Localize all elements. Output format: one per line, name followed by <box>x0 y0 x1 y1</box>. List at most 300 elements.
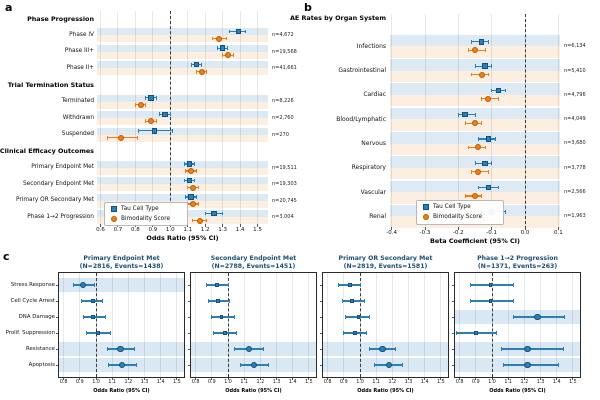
n-label: n=270 <box>272 131 289 138</box>
or-ci-cap <box>73 283 74 287</box>
n-label: n=4,672 <box>272 32 294 39</box>
or-marker <box>353 331 357 335</box>
gridline <box>128 273 129 377</box>
row-tick-mark <box>188 301 191 302</box>
gridline <box>425 14 426 227</box>
axis-title: Odds Ratio (95% CI) <box>146 234 219 242</box>
subplot-subtitle: (N=2788, Events=1451) <box>211 263 296 270</box>
bimod-ci-cap <box>468 48 469 52</box>
tau-ci-cap <box>185 195 186 199</box>
row-band-bimod <box>97 102 268 109</box>
axis-title: Beta Coefficient (95% CI) <box>430 236 520 245</box>
tick-label: 1.1 <box>372 380 380 385</box>
tick-label: 0.8 <box>59 380 68 385</box>
bimod-ci-cap <box>206 70 207 74</box>
tau-ci-cap <box>217 46 218 50</box>
row-label: Primary Endpoint Met <box>31 164 94 171</box>
row-band-tau <box>390 181 560 193</box>
tau-ci-cap <box>194 179 195 183</box>
tau-marker <box>211 211 217 217</box>
gridline <box>540 273 541 377</box>
bimod-ci-cap <box>185 169 186 173</box>
tau-marker <box>486 185 492 191</box>
tau-ci-cap <box>498 186 499 190</box>
row-tick-mark <box>56 317 59 318</box>
or-ci-cap <box>268 363 269 367</box>
subplot-subtitle: (N=2816, Events=1438) <box>79 263 164 270</box>
gridline <box>117 11 118 224</box>
section-header: Trial Termination Status <box>7 80 94 89</box>
tick-label: 1.0 <box>165 227 175 233</box>
or-ci-cap <box>563 347 564 351</box>
n-label: n=2,566 <box>564 189 586 195</box>
bimod-ci-cap <box>233 53 234 57</box>
panel-b-title: AE Rates by Organ System <box>289 14 386 22</box>
tick-label: 0.7 <box>113 227 123 233</box>
row-tick-mark <box>452 349 455 350</box>
row-band-tau <box>97 177 268 184</box>
row-band-tau <box>390 83 560 95</box>
or-ci-cap <box>338 283 339 287</box>
panel-c-letter: c <box>3 250 10 263</box>
tick-label: 1.2 <box>256 380 265 385</box>
tick-label: 0.8 <box>191 380 200 385</box>
row-label: Nervous <box>361 140 386 147</box>
row-band-tau <box>97 128 268 135</box>
subplot-title: Secondary Endpoint Met <box>210 255 297 262</box>
gridline <box>475 273 476 377</box>
tick-label: 1.5 <box>173 380 181 385</box>
reference-line <box>228 273 229 377</box>
tick-label: 1.5 <box>569 380 577 385</box>
panel-a-letter: a <box>5 1 13 14</box>
or-ci-cap <box>229 299 230 303</box>
bimod-ci-cap <box>471 170 472 174</box>
tau-ci-cap <box>227 46 228 50</box>
or-ci-cap <box>136 363 137 367</box>
bimod-ci-cap <box>481 97 482 101</box>
row-tick-mark <box>188 349 191 350</box>
n-label: n=3,778 <box>564 164 586 171</box>
tick-label: 1.3 <box>272 380 281 385</box>
bimod-marker <box>479 72 485 78</box>
or-marker <box>223 331 227 335</box>
bimod-ci-cap <box>196 169 197 173</box>
or-ci-cap <box>564 315 565 319</box>
row-label: Phase 1→2 Progression <box>27 213 94 220</box>
row-label: Cell Cycle Arrest <box>10 298 55 304</box>
or-marker <box>350 299 354 303</box>
gridline <box>391 14 392 227</box>
n-label: n=3,680 <box>564 140 586 147</box>
gridline <box>112 273 113 377</box>
bimod-ci-cap <box>465 121 466 125</box>
tau-ci-cap <box>191 63 192 67</box>
or-ci-cap <box>228 283 229 287</box>
or-ci-line <box>502 348 563 349</box>
row-label: Phase III+ <box>64 48 94 55</box>
tau-ci-cap <box>145 96 146 100</box>
row-band-tau <box>390 132 560 144</box>
row-tick-mark <box>452 285 455 286</box>
bimod-ci-cap <box>468 146 469 150</box>
gridline <box>79 273 80 377</box>
bimod-ci-cap <box>145 103 146 107</box>
n-label: n=5,410 <box>564 67 586 74</box>
tau-ci-cap <box>194 162 195 166</box>
bimod-ci-cap <box>187 186 188 190</box>
bimod-ci-cap <box>212 37 213 41</box>
tau-ci-cap <box>478 137 479 141</box>
or-ci-cap <box>513 283 514 287</box>
bimod-marker <box>199 69 205 75</box>
bimod-ci-cap <box>135 103 136 107</box>
or-ci-cap <box>395 347 396 351</box>
gridline <box>408 273 409 377</box>
bimod-marker <box>225 52 231 58</box>
legend-tau-marker <box>423 204 429 210</box>
or-ci-cap <box>263 347 264 351</box>
tau-ci-cap <box>196 195 197 199</box>
tau-marker <box>486 136 492 142</box>
tau-ci-cap <box>491 161 492 165</box>
n-label: n=20,745 <box>272 197 297 204</box>
n-label: n=8,226 <box>272 98 294 105</box>
tau-ci-cap <box>491 89 492 93</box>
tau-ci-cap <box>491 64 492 68</box>
row-tick-mark <box>56 333 59 334</box>
bimod-ci-cap <box>488 170 489 174</box>
legend-tau-label: Tau Cell Type <box>121 205 159 212</box>
subplot-subtitle: (N=2819, Events=1581) <box>343 263 428 270</box>
tau-ci-cap <box>505 89 506 93</box>
row-label: Stress Response <box>10 282 55 288</box>
bimod-ci-cap <box>481 194 482 198</box>
row-tick-mark <box>320 365 323 366</box>
row-label: Respiratory <box>351 164 386 172</box>
reference-line <box>360 273 361 377</box>
reference-line <box>96 273 97 377</box>
or-ci-cap <box>110 331 111 335</box>
row-tick-mark <box>188 365 191 366</box>
tick-label: 1.1 <box>240 380 248 385</box>
or-ci-cap <box>366 331 367 335</box>
or-ci-cap <box>470 299 471 303</box>
tick-label: 1.0 <box>92 380 100 385</box>
or-marker <box>474 331 478 335</box>
row-label: DNA Damage <box>18 314 55 320</box>
bimod-ci-cap <box>226 37 227 41</box>
tick-label: 1.3 <box>404 380 413 385</box>
gridline <box>211 273 212 377</box>
axis-title: Odds Ratio (95% CI) <box>93 387 150 394</box>
or-ci-cap <box>83 315 84 319</box>
tau-ci-cap <box>458 113 459 117</box>
tick-label: 0.9 <box>148 227 158 233</box>
row-label: Prolif. Suppression <box>5 330 55 336</box>
row-tick-mark <box>452 365 455 366</box>
axis-title: Odds Ratio (95% CI) <box>357 387 414 394</box>
n-label: n=19,511 <box>272 164 297 171</box>
tick-label: 1.1 <box>183 227 193 233</box>
or-ci-cap <box>343 331 344 335</box>
tau-ci-cap <box>156 96 157 100</box>
tick-label: 1.4 <box>552 380 561 385</box>
row-label: Vascular <box>360 188 386 196</box>
tick-label: 0.9 <box>340 380 348 385</box>
or-ci-cap <box>234 347 235 351</box>
subplot-title: Primary OR Secondary Met <box>338 255 433 262</box>
row-tick-mark <box>320 317 323 318</box>
bimod-ci-cap <box>498 97 499 101</box>
gridline <box>572 273 573 377</box>
or-ci-cap <box>208 299 209 303</box>
row-tick-mark <box>320 301 323 302</box>
legend-bimod-label: Bimodality Score <box>433 213 483 220</box>
or-ci-cap <box>213 331 214 335</box>
row-label: Apoptosis <box>28 362 55 368</box>
tick-label: 1.4 <box>288 380 297 385</box>
reference-line <box>525 14 526 229</box>
gridline <box>440 273 441 377</box>
or-ci-cap <box>558 363 559 367</box>
row-label: Withdrawn <box>62 114 94 121</box>
n-label: n=19,303 <box>272 181 297 188</box>
tick-label: 1.3 <box>140 380 149 385</box>
tau-ci-cap <box>229 30 230 34</box>
or-marker-sig <box>534 314 541 321</box>
row-label: Cardiac <box>363 91 386 99</box>
bimod-ci-cap <box>192 219 193 223</box>
tick-label: 1.2 <box>520 380 529 385</box>
n-label: n=4,796 <box>564 91 586 98</box>
or-ci-cap <box>501 347 502 351</box>
tick-label: 1.5 <box>253 227 262 233</box>
gridline <box>195 273 196 377</box>
row-label: Secondary Endpoint Met <box>22 180 94 187</box>
bimod-ci-cap <box>206 219 207 223</box>
or-marker-sig <box>524 362 531 369</box>
row-label: Primary OR Secondary Met <box>15 197 94 204</box>
tick-label: 0.9 <box>76 380 84 385</box>
bimod-ci-cap <box>156 119 157 123</box>
tau-marker <box>236 29 242 35</box>
legend-bimod-marker <box>111 216 117 222</box>
tick-label: 0.1 <box>553 229 563 236</box>
tau-marker <box>162 112 168 118</box>
or-ci-cap <box>240 363 241 367</box>
tau-ci-cap <box>478 186 479 190</box>
or-marker <box>215 283 219 287</box>
tau-ci-cap <box>184 179 185 183</box>
row-label: Gastrointestinal <box>338 67 386 75</box>
bimod-ci-cap <box>488 73 489 77</box>
tau-marker <box>482 161 488 167</box>
tau-ci-cap <box>245 30 246 34</box>
or-ci-cap <box>369 347 370 351</box>
tick-label: 1.3 <box>536 380 545 385</box>
or-ci-cap <box>81 299 82 303</box>
gridline <box>144 273 145 377</box>
row-tick-mark <box>56 365 59 366</box>
gridline <box>244 273 245 377</box>
row-label: Resistance <box>25 346 55 352</box>
or-ci-cap <box>108 363 109 367</box>
or-ci-cap <box>513 315 514 319</box>
bimod-ci-cap <box>222 53 223 57</box>
or-ci-cap <box>496 331 497 335</box>
gridline <box>63 273 64 377</box>
gridline <box>308 273 309 377</box>
tick-label: -0.1 <box>486 229 498 236</box>
tick-label: 1.1 <box>504 380 512 385</box>
tau-marker <box>482 63 488 69</box>
legend-tau-label: Tau Cell Type <box>433 203 471 210</box>
bimod-marker <box>216 36 222 42</box>
or-ci-cap <box>364 299 365 303</box>
or-ci-cap <box>345 315 346 319</box>
gridline <box>176 273 177 377</box>
gridline <box>292 273 293 377</box>
or-marker <box>348 283 352 287</box>
row-tick-mark <box>320 285 323 286</box>
or-ci-cap <box>503 363 504 367</box>
bimod-ci-cap <box>471 73 472 77</box>
gridline <box>491 14 492 227</box>
or-ci-cap <box>234 315 235 319</box>
or-ci-cap <box>86 331 87 335</box>
gridline <box>222 11 223 224</box>
or-ci-cap <box>374 363 375 367</box>
tick-label: 1.2 <box>124 380 133 385</box>
row-tick-mark <box>56 285 59 286</box>
or-ci-cap <box>456 331 457 335</box>
bimod-marker <box>138 102 144 108</box>
or-ci-cap <box>211 315 212 319</box>
bimod-ci-cap <box>198 186 199 190</box>
bimod-ci-cap <box>465 194 466 198</box>
tick-label: 1.1 <box>108 380 116 385</box>
or-ci-cap <box>360 283 361 287</box>
or-ci-cap <box>369 315 370 319</box>
tau-marker <box>496 88 502 94</box>
tick-label: 0.8 <box>455 380 464 385</box>
tick-label: 1.4 <box>420 380 429 385</box>
gridline <box>376 273 377 377</box>
row-label: Blood/Lymphatic <box>336 115 386 123</box>
n-label: n=4,049 <box>564 116 586 123</box>
tick-label: -0.3 <box>419 229 431 236</box>
section-header: Clinical Efficacy Outcomes <box>0 146 94 155</box>
reference-line <box>170 11 171 226</box>
tau-ci-cap <box>475 64 476 68</box>
bimod-ci-cap <box>196 70 197 74</box>
bimod-ci-cap <box>481 121 482 125</box>
tick-label: 1.2 <box>200 227 210 233</box>
section-header: Phase Progression <box>27 14 94 23</box>
legend-tau-marker <box>111 206 117 212</box>
or-ci-cap <box>342 299 343 303</box>
or-ci-cap <box>206 283 207 287</box>
tau-marker <box>152 128 158 134</box>
row-tick-mark <box>56 349 59 350</box>
bimod-marker <box>197 218 203 224</box>
tick-label: 1.3 <box>218 227 227 233</box>
gridline <box>424 273 425 377</box>
tau-ci-cap <box>201 63 202 67</box>
row-tick-mark <box>188 317 191 318</box>
tau-marker <box>194 62 200 68</box>
gridline <box>205 11 206 224</box>
row-tick-mark <box>452 333 455 334</box>
gridline <box>260 273 261 377</box>
tau-ci-cap <box>205 212 206 216</box>
tau-ci-cap <box>184 162 185 166</box>
row-label: Suspended <box>61 131 94 138</box>
tau-marker <box>187 178 193 184</box>
or-marker-sig <box>117 346 124 353</box>
legend-bimod-marker <box>423 214 429 220</box>
tick-label: 1.5 <box>437 380 445 385</box>
or-marker <box>220 315 224 319</box>
tick-label: 0.8 <box>131 227 140 233</box>
tick-label: 1.2 <box>388 380 397 385</box>
or-ci-cap <box>402 363 403 367</box>
bimod-ci-cap <box>485 146 486 150</box>
tick-label: -0.4 <box>386 229 398 236</box>
tau-ci-cap <box>475 113 476 117</box>
tau-ci-cap <box>222 212 223 216</box>
tau-marker <box>479 39 485 45</box>
tick-label: 0.0 <box>520 229 530 236</box>
tau-ci-cap <box>159 112 160 116</box>
n-label: n=6,134 <box>564 43 586 50</box>
row-tick-mark <box>188 333 191 334</box>
tau-marker <box>220 45 226 51</box>
row-tick-mark <box>320 349 323 350</box>
gridline <box>343 273 344 377</box>
row-band-bimod <box>390 95 560 107</box>
or-marker <box>96 331 100 335</box>
n-label: n=41,661 <box>272 65 297 72</box>
tau-marker <box>148 95 154 101</box>
gridline <box>100 11 101 224</box>
or-ci-cap <box>105 315 106 319</box>
tick-label: -0.2 <box>452 229 464 236</box>
row-label: Renal <box>369 212 386 220</box>
or-ci-cap <box>236 331 237 335</box>
tau-ci-cap <box>488 40 489 44</box>
or-marker <box>216 299 220 303</box>
row-band-bimod <box>390 71 560 83</box>
row-label: Phase IV <box>69 31 94 38</box>
bimod-ci-cap <box>198 202 199 206</box>
axis-title: Odds Ratio (95% CI) <box>225 387 282 394</box>
tick-label: 1.4 <box>235 227 245 233</box>
tau-ci-cap <box>172 129 173 133</box>
subplot-title: Phase 1→2 Progression <box>477 255 558 262</box>
tick-label: 1.4 <box>156 380 165 385</box>
gridline <box>276 273 277 377</box>
row-band-bimod <box>97 35 268 42</box>
row-label: Infections <box>356 42 386 50</box>
tick-label: 1.5 <box>305 380 313 385</box>
tick-label: 0.9 <box>208 380 216 385</box>
tau-ci-cap <box>138 129 139 133</box>
bimod-marker <box>472 193 478 199</box>
row-tick-mark <box>188 285 191 286</box>
bimod-ci-cap <box>485 48 486 52</box>
